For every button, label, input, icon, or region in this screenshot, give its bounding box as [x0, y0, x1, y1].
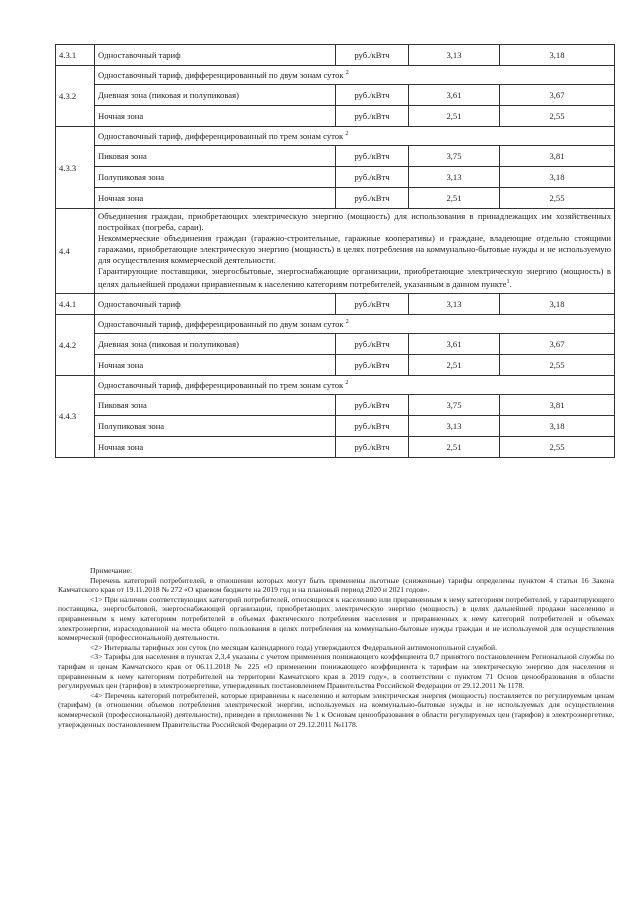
row-number: 4.4.3 — [56, 375, 95, 457]
value-cell-1: 3,13 — [409, 45, 500, 66]
notes-title: Примечание: — [90, 566, 133, 575]
zone-name: Дневная зона (пиковая и полупиковая) — [95, 85, 336, 106]
tariff-name: Одноставочный тариф — [95, 45, 336, 66]
tariff-name: Одноставочный тариф — [95, 293, 336, 314]
note-paragraph: Перечень категорий потребителей, в отношении которых могут быть применены льготные (сниженные) тарифы определены пунктом 4 статьи 16 Закона Камчатского края от 19.11.2018 № 272 «О краевом бюджете на 2019 год и на плановый период 2020 и 2021 годов». — [58, 575, 614, 595]
value-cell-2: 3,81 — [500, 146, 615, 167]
unit-cell: руб./кВтч — [336, 293, 409, 314]
unit-cell: руб./кВтч — [336, 188, 409, 209]
tariff-header-text: Одноставочный тариф, дифференцированный по двум зонам суток — [98, 318, 344, 329]
value-cell-2: 2,55 — [500, 188, 615, 209]
unit-cell: руб./кВтч — [336, 333, 409, 354]
description-paragraph: Объединения граждан, приобретающих электрическую энергию (мощность) для использования в принадлежащих им хозяйственных постройках (погреба, сараи). — [98, 211, 611, 232]
value-cell-1: 2,51 — [409, 354, 500, 375]
table-row — [56, 146, 615, 167]
tariff-header-text: Одноставочный тариф, дифференцированный по трем зонам суток — [98, 379, 344, 390]
value-cell-1: 2,51 — [409, 106, 500, 127]
tariff-header — [95, 375, 615, 394]
zone-name: Ночная зона — [95, 188, 336, 209]
table-row — [56, 436, 615, 457]
value-cell-1: 3,75 — [409, 146, 500, 167]
note-4: <4> Перечень категорий потребителей, которые приравнены к населению и которым электрическая энергия (мощность) поставляется по регулируемым ценам (тарифам) (в отношении объемов потребления электрической энергии, используемых на коммунально-бытовые нужды и не используемых для осуществления коммерческой (профессиональной) деятельности), приведен в приложении № 1 к Основам ценообразования в области регулируемых цен (тарифов) в электроэнергетике, утвержденных постановлением Правительства Российской Федерации от 29.12.2011 №1178. — [58, 690, 614, 729]
table-row — [56, 45, 615, 66]
row-number: 4.4.1 — [56, 293, 95, 314]
table-row — [56, 66, 615, 85]
unit-cell: руб./кВтч — [336, 146, 409, 167]
unit-cell: руб./кВтч — [336, 354, 409, 375]
value-cell-1: 2,51 — [409, 436, 500, 457]
unit-cell: руб./кВтч — [336, 436, 409, 457]
zone-name: Пиковая зона — [95, 394, 336, 415]
value-cell-2: 2,55 — [500, 354, 615, 375]
zone-name: Ночная зона — [95, 106, 336, 127]
table-row — [56, 394, 615, 415]
table-row — [56, 415, 615, 436]
zone-name: Полупиковая зона — [95, 167, 336, 188]
table-row — [56, 106, 615, 127]
unit-cell: руб./кВтч — [336, 45, 409, 66]
value-cell-2: 3,67 — [500, 333, 615, 354]
table-row — [56, 188, 615, 209]
value-cell-2: 2,55 — [500, 436, 615, 457]
value-cell-2: 3,18 — [500, 293, 615, 314]
tariff-header — [95, 66, 615, 85]
note-2: <2> Интервалы тарифных зон суток (по месяцам календарного года) утверждаются Федеральной антимонопольной службой. — [90, 642, 497, 652]
table-row — [56, 167, 615, 188]
table-row — [56, 209, 615, 294]
unit-cell: руб./кВтч — [336, 394, 409, 415]
value-cell-2: 3,18 — [500, 167, 615, 188]
tariff-header-text: Одноставочный тариф, дифференцированный по трем зонам суток — [98, 131, 344, 141]
table-row — [56, 127, 615, 146]
value-cell-1: 3,13 — [409, 293, 500, 314]
zone-name: Полупиковая зона — [95, 415, 336, 436]
category-description — [95, 209, 615, 294]
table-row — [56, 314, 615, 333]
zone-name: Пиковая зона — [95, 146, 336, 167]
table-row — [56, 375, 615, 394]
tariff-header — [95, 314, 615, 333]
row-number: 4.4.2 — [56, 314, 95, 375]
tariff-header-text: Одноставочный тариф, дифференцированный по двум зонам суток — [98, 70, 344, 80]
zone-name: Ночная зона — [95, 354, 336, 375]
note-3: <3> Тарифы для населения в пунктах 2,3,4 указаны с учетом применения понижающего коэффициента 0,7 принятого постановлением Региональной службы по тарифам и ценам Камчатского края от 06.11.2018 № 225 «О применении понижающего коэффициента к тарифам на электрическую энергию для населения и приравненным к нему категориям потребителей на территории Камчатского края в 2019 году», в соответствии с пунктом 71 Основ ценообразования в области регулируемых цен (тарифов) в электроэнергетике, утвержденных постановлением Правительства Российской Федерации от 29.12.2011 № 1178. — [58, 652, 614, 691]
table-row — [56, 354, 615, 375]
description-text: Гарантирующие поставщики, энергосбытовые, энергоснабжающие организации, приобретающие электрическую энергию (мощность) в целях дальнейшей продажи приравненным к населению категориям потребителей, указанным в данном пункте — [98, 266, 611, 289]
value-cell-1: 3,13 — [409, 415, 500, 436]
row-number: 4.3.2 — [56, 66, 95, 127]
unit-cell: руб./кВтч — [336, 106, 409, 127]
footnote-ref: 2 — [345, 319, 349, 325]
value-cell-2: 3,67 — [500, 85, 615, 106]
footnote-ref: 1 — [506, 279, 510, 285]
row-number: 4.4 — [56, 209, 95, 294]
zone-name: Дневная зона (пиковая и полупиковая) — [95, 333, 336, 354]
value-cell-1: 3,13 — [409, 167, 500, 188]
description-paragraph: Гарантирующие поставщики, энергосбытовые, энергоснабжающие организации, приобретающие электрическую энергию (мощность) в целях дальнейшей продажи приравненным к населению категориям потребителей, указанным в данном пункте$^1$. — [98, 266, 611, 289]
value-cell-1: 3,61 — [409, 85, 500, 106]
unit-cell: руб./кВтч — [336, 85, 409, 106]
tariff-header — [95, 127, 615, 146]
value-cell-2: 3,18 — [500, 415, 615, 436]
value-cell-1: 3,75 — [409, 394, 500, 415]
footnote-ref: 2 — [345, 70, 349, 77]
unit-cell: руб./кВтч — [336, 415, 409, 436]
value-cell-1: 3,61 — [409, 333, 500, 354]
footnote-ref: 2 — [345, 131, 349, 138]
unit-cell: руб./кВтч — [336, 167, 409, 188]
tariff-table — [55, 44, 615, 458]
table-row — [56, 85, 615, 106]
value-cell-2: 3,81 — [500, 394, 615, 415]
value-cell-2: 2,55 — [500, 106, 615, 127]
table-row — [56, 293, 615, 314]
zone-name: Ночная зона — [95, 436, 336, 457]
notes-section — [58, 566, 614, 729]
row-number: 4.3.1 — [56, 45, 95, 66]
note-1: <1> При наличии соответствующих категорий потребителей, относящихся к населению или приравненным к нему категориям потребителей, у гарантирующего поставщика, энергосбытовой, энергоснабжающей организации, приобретающих электрическую энергию (мощность) в целях дальнейшей продажи населению и приравненным к нему категориям потребителей в объемах фактического потребления населения и приравненных к нему категорий потребителей и объемах электроэнергии, израсходованной на места общего пользования в целях потребления на коммунально-бытовые нужды граждан и не используемой для осуществления коммерческой (профессиональной) деятельности. — [58, 594, 614, 643]
description-paragraph: Некоммерческие объединения граждан (гаражно-строительные, гаражные кооперативы) и граждане, владеющие отдельно стоящими гаражами, приобретающие электрическую энергию (мощность) в целях потребления на коммунально-бытовые нужды и не используемую для осуществления коммерческой деятельности. — [98, 233, 611, 265]
footnote-ref: 2 — [345, 380, 349, 386]
table-row — [56, 333, 615, 354]
row-number: 4.3.3 — [56, 127, 95, 209]
value-cell-1: 2,51 — [409, 188, 500, 209]
value-cell-2: 3,18 — [500, 45, 615, 66]
